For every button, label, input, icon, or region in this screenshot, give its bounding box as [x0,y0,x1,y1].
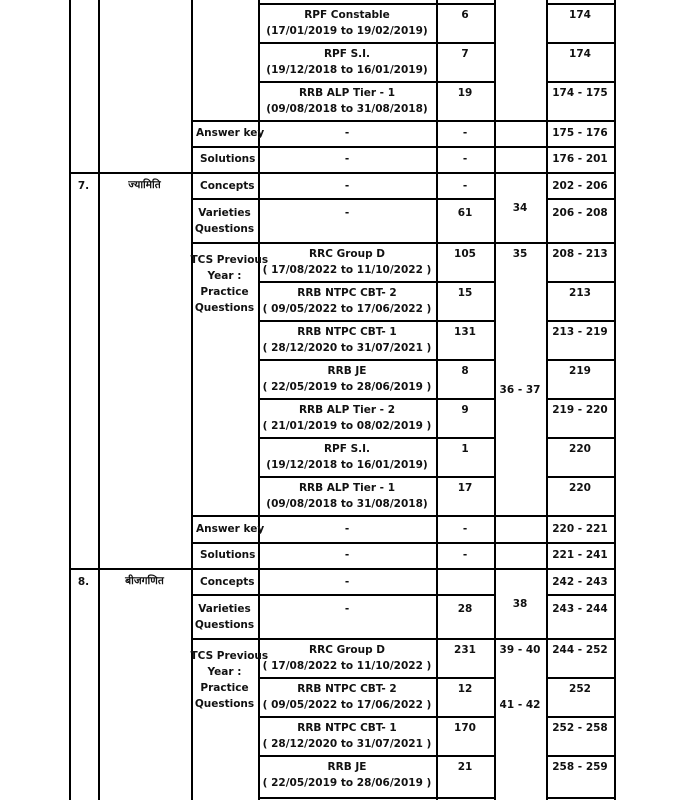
exam-dates: ( 22/05/2019 to 28/06/2019 ) [262,381,432,393]
question-count: - [462,127,468,139]
varieties-label: Questions [194,619,255,631]
exam-dates: (09/08/2018 to 31/08/2018) [266,498,428,510]
page-range: 174 [569,9,591,21]
exam-name: RRB ALP Tier - 2 [298,404,396,416]
page-range: 208 - 213 [552,248,608,260]
row-divider [546,320,616,322]
question-count: 19 [457,87,473,99]
exam-dates: (19/12/2018 to 16/01/2019) [266,64,428,76]
page-range: 221 - 241 [552,549,608,561]
exam-name: RRB NTPC CBT- 1 [297,326,397,338]
row-divider [258,716,496,718]
exam-name: RPF Constable [304,9,390,21]
row-divider [258,677,496,679]
page-range: 202 - 206 [552,180,608,192]
row-divider [546,81,616,83]
tcs-label: Questions [194,302,255,314]
solutions-label: Solutions [200,153,256,165]
page-range: 219 [569,365,591,377]
question-count: 6 [461,9,469,21]
page-range: 252 [569,683,591,695]
page-range: 219 - 220 [552,404,608,416]
page-range: 174 [569,48,591,60]
varieties-label: Varieties [198,207,251,219]
exam-cell: - [344,153,350,165]
row-divider [191,242,616,244]
solutions-label: Solutions [200,549,256,561]
page-range: 244 - 252 [552,644,608,656]
page-range: 242 - 243 [552,576,608,588]
row-divider [258,320,496,322]
question-count: - [462,523,468,535]
page-range: 252 - 258 [552,722,608,734]
exam-cell: - [344,180,350,192]
exam-cell: - [344,523,350,535]
page-range: 176 - 201 [552,153,608,165]
section-topic: ज्यामिति [128,179,161,191]
varieties-label: Questions [194,223,255,235]
row-divider [258,398,496,400]
column-divider [494,0,496,800]
page-range: 175 - 176 [552,127,608,139]
row-divider [546,42,616,44]
row-divider [258,81,496,83]
row-divider [546,437,616,439]
exam-cell: - [344,127,350,139]
exam-dates: ( 17/08/2022 to 11/10/2022 ) [262,660,432,672]
row-divider [191,594,496,596]
page-range: 206 - 208 [552,207,608,219]
row-divider [69,568,616,570]
row-divider [546,755,616,757]
column-divider [258,198,260,242]
row-divider [191,638,616,640]
exam-name: RRB JE [327,761,367,773]
column-divider [69,0,71,800]
exam-name: RRB NTPC CBT- 2 [297,287,397,299]
row-divider [546,797,616,799]
exam-dates: ( 09/05/2022 to 17/06/2022 ) [262,699,432,711]
exam-dates: ( 21/01/2019 to 08/02/2019 ) [262,420,432,432]
varieties-label: Varieties [198,603,251,615]
tcs-label: TCS Previous [190,254,269,266]
page-range: 220 [569,443,591,455]
question-count: 15 [457,287,473,299]
exam-cell: - [344,549,350,561]
page-range: 258 - 259 [552,761,608,773]
row-divider [546,281,616,283]
exam-name: RRC Group D [309,644,385,656]
tcs-label: Year : [207,666,242,678]
exam-name: RRB NTPC CBT- 1 [297,722,397,734]
question-count: 131 [454,326,476,338]
practice-set: 39 - 40 [499,644,541,656]
row-divider [546,198,616,200]
exam-name: RPF S.I. [323,48,371,60]
question-count: 8 [461,365,469,377]
concepts-label: Concepts [200,576,255,588]
row-divider [546,359,616,361]
answer-key-label: Answer key [196,127,265,139]
column-divider [258,0,260,120]
practice-set: 41 - 42 [499,699,541,711]
section-number: 7. [77,180,90,192]
row-divider [191,146,616,148]
question-count: 231 [454,644,476,656]
exam-dates: ( 28/12/2020 to 31/07/2021 ) [262,342,432,354]
row-divider [191,198,496,200]
column-divider [258,594,260,638]
question-count: 105 [454,248,476,260]
column-divider [436,0,438,800]
exam-dates: (17/01/2019 to 19/02/2019) [266,25,428,37]
page-range: 174 - 175 [552,87,608,99]
row-divider [546,594,616,596]
page-range: 213 [569,287,591,299]
row-divider [546,677,616,679]
tcs-label: Practice [200,682,249,694]
column-divider [98,0,100,800]
page-range: 220 [569,482,591,494]
row-divider [258,42,496,44]
question-count: 12 [457,683,473,695]
exam-name: RRC Group D [309,248,385,260]
concepts-label: Concepts [200,180,255,192]
column-divider [258,172,260,198]
exam-dates: (09/08/2018 to 31/08/2018) [266,103,428,115]
tcs-label: Practice [200,286,249,298]
question-count: 9 [461,404,469,416]
column-divider [614,0,616,800]
question-count: 21 [457,761,473,773]
row-divider [546,398,616,400]
tcs-label: Questions [194,698,255,710]
column-divider [546,0,548,800]
row-divider [546,476,616,478]
row-divider [258,755,496,757]
question-count: - [462,549,468,561]
row-divider [258,476,496,478]
section-number: 8. [77,576,90,588]
question-count: 61 [457,207,473,219]
question-count: 17 [457,482,473,494]
exam-dates: ( 09/05/2022 to 17/06/2022 ) [262,303,432,315]
exam-name: RPF S.I. [323,443,371,455]
question-count: 7 [461,48,469,60]
answer-key-label: Answer key [196,523,265,535]
row-divider [258,437,496,439]
exam-dates: ( 28/12/2020 to 31/07/2021 ) [262,738,432,750]
exam-dates: ( 22/05/2019 to 28/06/2019 ) [262,777,432,789]
practice-set: 34 [512,202,528,214]
page-range: 220 - 221 [552,523,608,535]
exam-name: RRB NTPC CBT- 2 [297,683,397,695]
question-count: - [462,180,468,192]
tcs-label: Year : [207,270,242,282]
page-range: 213 - 219 [552,326,608,338]
practice-set: 36 - 37 [499,384,541,396]
practice-set: 35 [512,248,528,260]
question-count: 28 [457,603,473,615]
row-divider [258,281,496,283]
row-divider [191,515,616,517]
exam-name: RRB JE [327,365,367,377]
section-topic: बीजगणित [125,575,164,587]
row-divider [69,172,616,174]
exam-name: RRB ALP Tier - 1 [298,87,396,99]
question-count: 1 [461,443,469,455]
question-count: - [462,153,468,165]
row-divider [191,542,616,544]
row-divider [546,716,616,718]
question-count: 170 [454,722,476,734]
exam-cell: - [344,207,350,219]
row-divider [191,120,616,122]
row-divider [258,3,496,5]
exam-cell: - [344,603,350,615]
page-range: 243 - 244 [552,603,608,615]
exam-cell: - [344,576,350,588]
row-divider [258,797,496,799]
exam-name: RRB ALP Tier - 1 [298,482,396,494]
practice-set: 38 [512,598,528,610]
tcs-label: TCS Previous [190,650,269,662]
exam-dates: ( 17/08/2022 to 11/10/2022 ) [262,264,432,276]
row-divider [546,3,616,5]
exam-dates: (19/12/2018 to 16/01/2019) [266,459,428,471]
row-divider [258,359,496,361]
